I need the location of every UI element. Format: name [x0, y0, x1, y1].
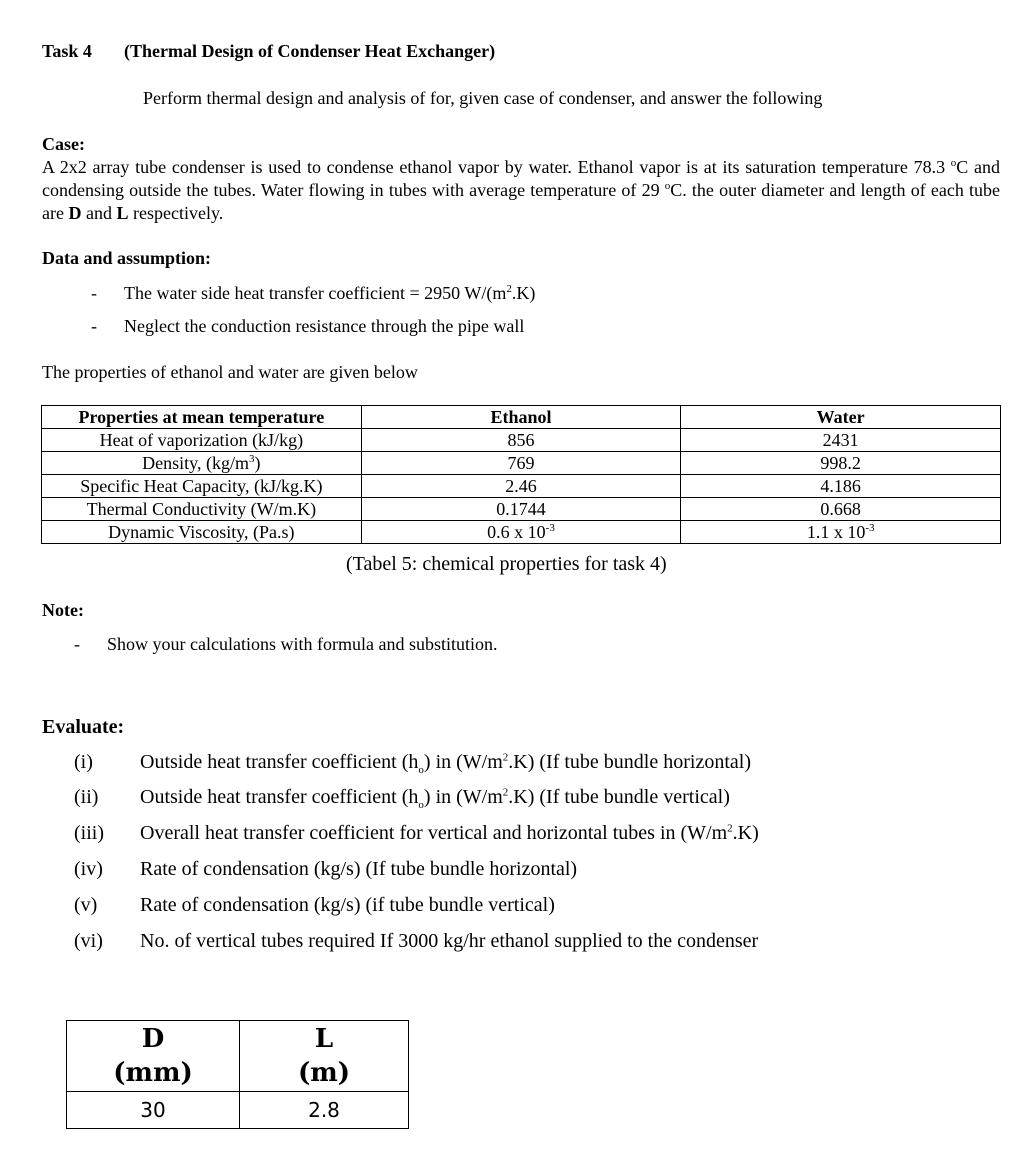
properties-intro: The properties of ethanol and water are given below [42, 362, 418, 382]
header-properties: Properties at mean temperature [42, 406, 362, 429]
bullet-dash: - [91, 283, 97, 303]
table-row: Thermal Conductivity (W/m.K) 0.1744 0.668 [42, 498, 1001, 521]
evaluate-heading: Evaluate: [42, 716, 125, 738]
table-row: Density, $(kg/m^3)$ 769 998.2 [42, 452, 1001, 475]
dimensions-table [66, 1020, 409, 1129]
task-title [42, 41, 495, 62]
task-intro: Perform thermal design and analysis of for, given case of condenser, and answer the following [143, 88, 823, 108]
diameter-value: 30 [67, 1092, 240, 1129]
header-ethanol: Ethanol [361, 406, 681, 429]
task-heading: (Thermal Design of Condenser Heat Exchanger) [124, 41, 496, 61]
table-caption: (Tabel 5: chemical properties for task 4) [346, 553, 667, 575]
diameter-symbol: D [68, 203, 82, 223]
header-diameter: D (mm) [67, 1021, 240, 1092]
bullet-dash: - [74, 634, 80, 654]
table-header-row [42, 406, 1001, 429]
table-row: Dynamic Viscosity, (Pa.s) 0.6 x $10^{-3}$ 1.1 x $10^{-3}$ [42, 521, 1001, 544]
length-symbol: L [116, 203, 129, 223]
header-water: Water [681, 406, 1001, 429]
case-description: A 2x2 array tube condenser is used to condense ethanol vapor by water. Ethanol vapor is at its saturation temperature 78.3 $^o$C and condensing outside the tubes. Water flowing in tubes with average temperature of 29 $^o$C. the outer diameter and length of each tube are D and L respectively. [42, 157, 1001, 223]
table-row: Specific Heat Capacity, (kJ/kg.K) 2.46 4.186 [42, 475, 1001, 498]
properties-table [41, 405, 1001, 544]
table-row [67, 1092, 409, 1129]
length-value: 2.8 [240, 1092, 409, 1129]
table-row: Heat of vaporization (kJ/kg) 856 2431 [42, 429, 1001, 452]
note-item: - Show your calculations with formula and substitution. [74, 634, 498, 654]
bullet-dash: - [91, 316, 97, 336]
task-number: Task 4 [42, 41, 92, 61]
case-heading: Case: [42, 134, 85, 154]
data-heading: Data and assumption: [42, 248, 212, 268]
table-header-row [67, 1021, 409, 1092]
header-length: L (m) [240, 1021, 409, 1092]
note-heading: Note: [42, 600, 84, 620]
